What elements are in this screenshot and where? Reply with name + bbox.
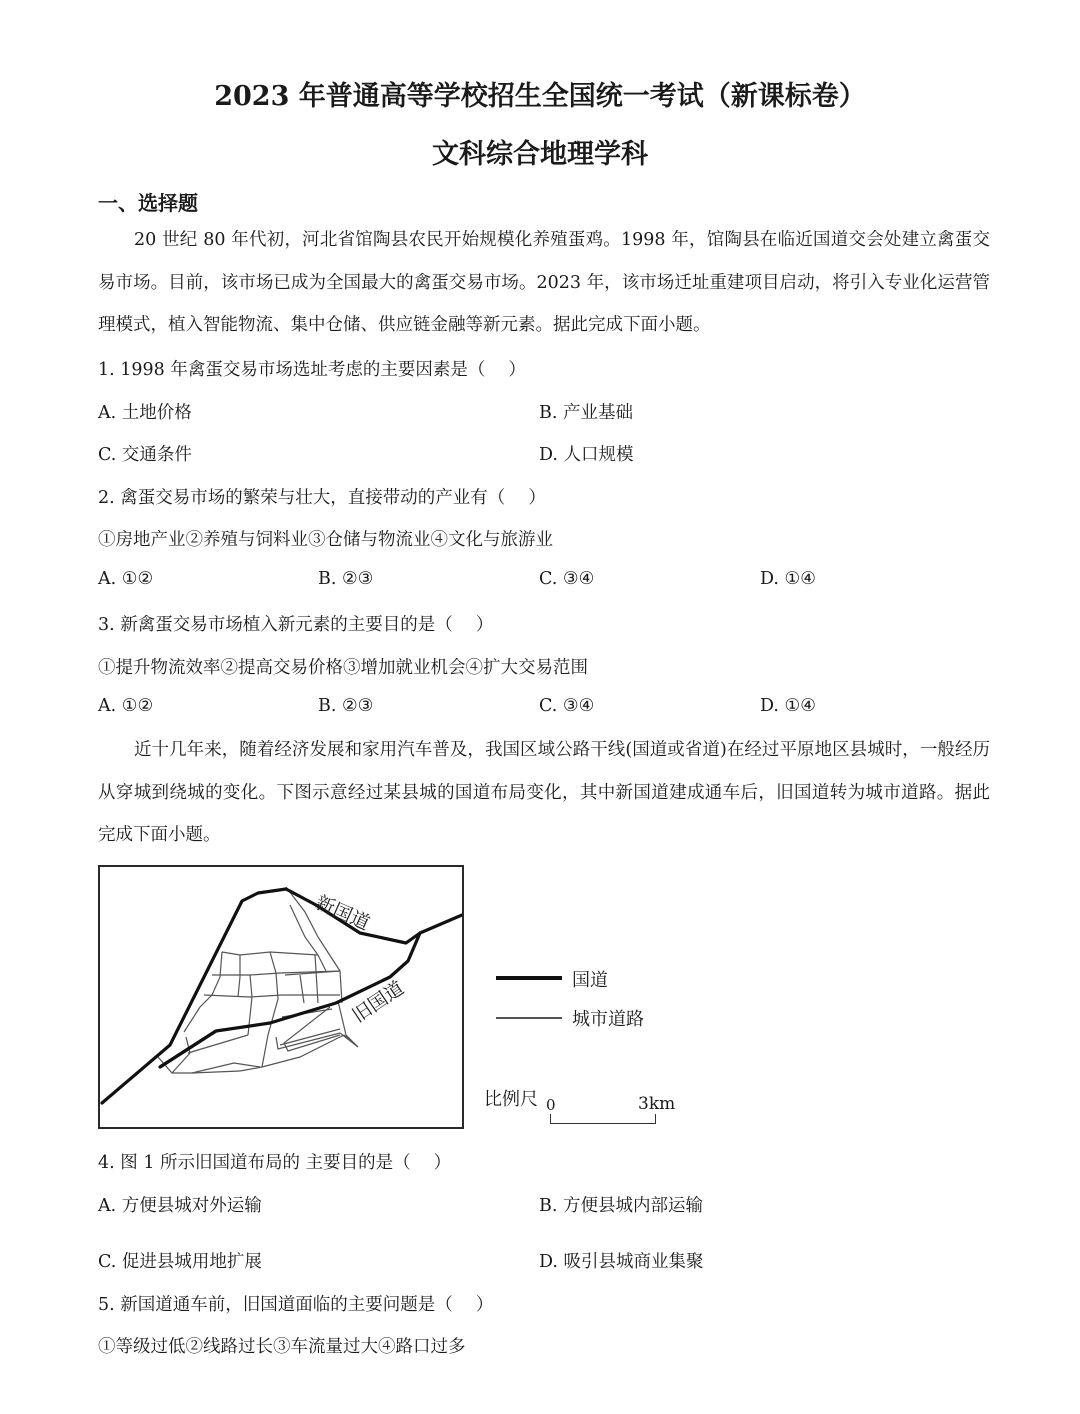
question-1-stem: 1. 1998 年禽蛋交易市场选址考虑的主要因素是（ ） xyxy=(98,360,526,380)
new-national-road xyxy=(102,889,462,1103)
question-5-items: ①等级过低②线路过长③车流量过大④路口过多 xyxy=(98,1337,466,1357)
question-2-option-c: C. ③④ xyxy=(539,569,595,589)
question-1-option-a: A. 土地价格 xyxy=(98,403,192,423)
question-4-stem: 4. 图 1 所示旧国道布局的 主要目的是（ ） xyxy=(98,1153,452,1173)
question-3-option-a: A. ①② xyxy=(98,696,154,716)
scale-zero: 0 xyxy=(546,1096,556,1114)
road-map-figure xyxy=(98,865,464,1129)
legend-city-road-line xyxy=(496,1017,562,1019)
passage-1: 20 世纪 80 年代初，河北省馆陶县农民开始规模化养殖蛋鸡。1998 年，馆陶县在临近国道交会处建立禽蛋交易市场。目前，该市场已成为全国最大的禽蛋交易市场。2023 年，该市场迁址重建项目启动，将引入专业化运营管理模式，植入智能物流、集中仓储、供应链金融等新元素。据此完成下面小题。 xyxy=(98,230,990,335)
question-2-option-a: A. ①② xyxy=(98,569,154,589)
question-1-option-b: B. 产业基础 xyxy=(539,403,633,423)
question-2-items: ①房地产业②养殖与饲料业③仓储与物流业④文化与旅游业 xyxy=(98,530,553,550)
question-3-stem: 3. 新禽蛋交易市场植入新元素的主要目的是（ ） xyxy=(98,615,494,635)
scale-end: 3km xyxy=(638,1094,676,1114)
question-3-option-d: D. ①④ xyxy=(760,696,816,716)
legend-national-road-label: 国道 xyxy=(572,970,608,991)
new-road-label: 新国道 xyxy=(311,891,374,935)
old-road-junction xyxy=(160,1031,216,1067)
legend-city-road-label: 城市道路 xyxy=(572,1009,644,1030)
question-3-option-b: B. ②③ xyxy=(318,696,374,716)
exam-title: 2023 年普通高等学校招生全国统一考试（新课标卷） xyxy=(214,81,866,112)
road-map-drawing xyxy=(100,867,462,1127)
passage-2: 近十几年来，随着经济发展和家用汽车普及，我国区域公路干线(国道或省道)在经过平原地区县城时，一般经历从穿城到绕城的变化。下图示意经过某县城的国道布局变化，其中新国道建成通车后，旧国道转为城市道路。据此完成下面小题。 xyxy=(98,740,990,845)
legend-national-road-line xyxy=(496,976,562,980)
question-3-items: ①提升物流效率②提高交易价格③增加就业机会④扩大交易范围 xyxy=(98,658,588,678)
exam-subtitle: 文科综合地理学科 xyxy=(432,139,648,170)
question-5-stem: 5. 新国道通车前，旧国道面临的主要问题是（ ） xyxy=(98,1295,494,1315)
question-4-option-d: D. 吸引县城商业集聚 xyxy=(539,1252,704,1272)
question-2-option-b: B. ②③ xyxy=(318,569,374,589)
question-4-option-c: C. 促进县城用地扩展 xyxy=(98,1252,262,1272)
question-4-option-b: B. 方便县城内部运输 xyxy=(539,1196,703,1216)
question-1-option-c: C. 交通条件 xyxy=(98,445,192,465)
scale-bar xyxy=(550,1114,656,1124)
section-heading: 一、选择题 xyxy=(98,191,198,215)
old-road-label: 旧国道 xyxy=(348,977,409,1028)
scale-label: 比例尺 xyxy=(484,1089,538,1110)
question-3-option-c: C. ③④ xyxy=(539,696,595,716)
question-2-option-d: D. ①④ xyxy=(760,569,816,589)
question-1-option-d: D. 人口规模 xyxy=(539,445,634,465)
national-roads xyxy=(102,889,462,1103)
question-2-stem: 2. 禽蛋交易市场的繁荣与壮大，直接带动的产业有（ ） xyxy=(98,488,546,508)
question-4-option-a: A. 方便县城对外运输 xyxy=(98,1196,262,1216)
